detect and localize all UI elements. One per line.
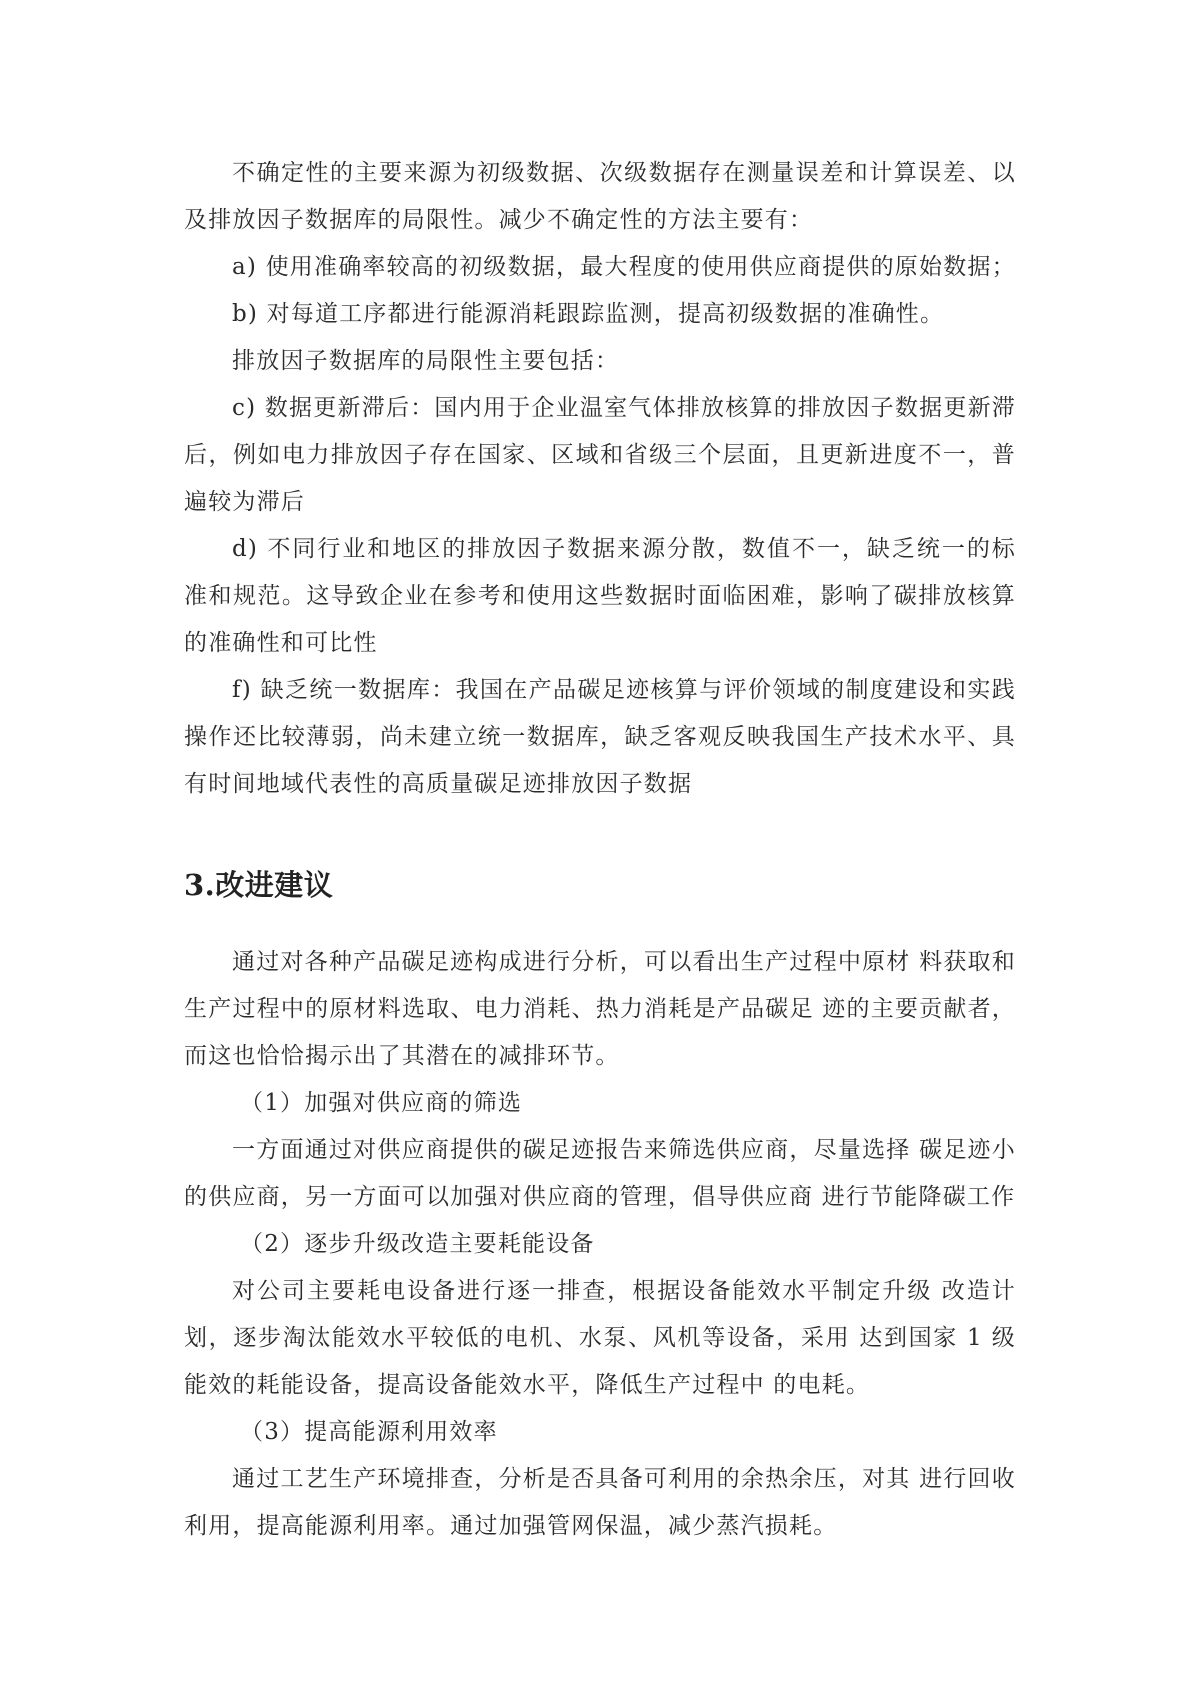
paragraph-equipment-upgrade: 对公司主要耗电设备进行逐一排查，根据设备能效水平制定升级 改造计划，逐步淘汰能效水平较低的电机、水泵、风机等设备，采用 达到国家 1 级能效的耗能设备，提高设备能效水平，降低生产过程中 的电耗。 [184,1278,1016,1398]
subheading-equipment-upgrade: （2）逐步升级改造主要耗能设备 [240,1231,595,1257]
list-item-d: d) 不同行业和地区的排放因子数据来源分散，数值不一，缺乏统一的标准和规范。这导致企业在参考和使用这些数据时面临困难，影响了碳排放核算的准确性和可比性 [184,536,1016,656]
paragraph-uncertainty-sources: 不确定性的主要来源为初级数据、次级数据存在测量误差和计算误差、以及排放因子数据库的局限性。减少不确定性的方法主要有： [184,160,1016,233]
paragraph-analysis: 通过对各种产品碳足迹构成进行分析，可以看出生产过程中原材 料获取和生产过程中的原材料选取、电力消耗、热力消耗是产品碳足 迹的主要贡献者，而这也恰恰揭示出了其潜在的减排环节。 [184,949,1016,1069]
paragraph-supplier-screening: 一方面通过对供应商提供的碳足迹报告来筛选供应商，尽量选择 碳足迹小的供应商，另一方面可以加强对供应商的管理，倡导供应商 进行节能降碳工作 [184,1137,1016,1210]
list-item-c: c) 数据更新滞后：国内用于企业温室气体排放核算的排放因子数据更新滞后，例如电力排放因子存在国家、区域和省级三个层面，且更新进度不一，普遍较为滞后 [184,395,1016,515]
list-item-f: f) 缺乏统一数据库：我国在产品碳足迹核算与评价领域的制度建设和实践操作还比较薄弱，尚未建立统一数据库，缺乏客观反映我国生产技术水平、具有时间地域代表性的高质量碳足迹排放因子数据 [184,677,1016,797]
subheading-supplier-screening: （1）加强对供应商的筛选 [240,1090,523,1116]
section-heading: 3.改进建议 [184,868,334,902]
list-item-a: a) 使用准确率较高的初级数据，最大程度的使用供应商提供的原始数据； [232,254,1016,280]
paragraph-energy-efficiency: 通过工艺生产环境排查，分析是否具备可利用的余热余压，对其 进行回收利用，提高能源利用率。通过加强管网保温，减少蒸汽损耗。 [184,1466,1016,1539]
list-item-b: b) 对每道工序都进行能源消耗跟踪监测，提高初级数据的准确性。 [232,301,945,327]
paragraph-database-limitations: 排放因子数据库的局限性主要包括： [232,348,620,374]
subheading-energy-efficiency: （3）提高能源利用效率 [240,1419,498,1445]
document-body [184,150,1016,1550]
